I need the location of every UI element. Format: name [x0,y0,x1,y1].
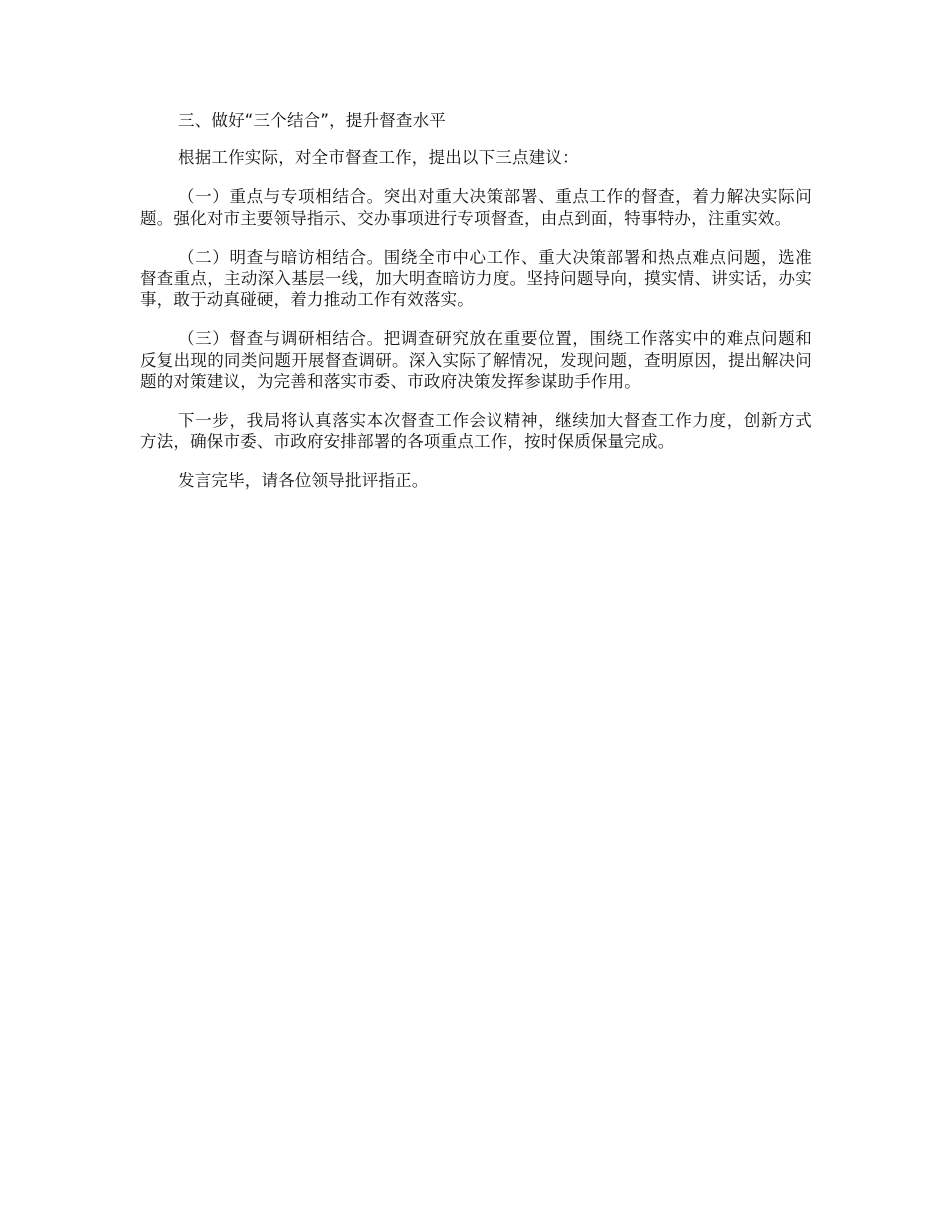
closing-paragraph: 发言完毕，请各位领导批评指正。 [178,471,429,491]
intro-paragraph: 根据工作实际，对全市督查工作，提出以下三点建议： [178,148,579,168]
suggestion-three-paragraph: （三）督查与调研相结合。把调查研究放在重要位置，围绕工作落实中的难点问题和反复出现的同类问题开展督查调研。深入实际了解情况，发现问题，查明原因，提出解决问题的对策建议，为完善和落实市委、市政府决策发挥参谋助手作用。 [140,329,812,391]
suggestion-two-paragraph: （二）明查与暗访相结合。围绕全市中心工作、重大决策部署和热点难点问题，选准督查重点，主动深入基层一线，加大明查暗访力度。坚持问题导向，摸实情、讲实话，办实事，敢于动真碰硬，着力推动工作有效落实。 [140,247,812,310]
document-body [140,110,812,510]
suggestion-one-paragraph: （一）重点与专项相结合。突出对重大决策部署、重点工作的督查，着力解决实际问题。强化对市主要领导指示、交办事项进行专项督查，由点到面，特事特办，注重实效。 [140,187,812,228]
next-steps-paragraph: 下一步，我局将认真落实本次督查工作会议精神，继续加大督查工作力度，创新方式方法，确保市委、市政府安排部署的各项重点工作，按时保质保量完成。 [140,411,812,452]
section-heading: 三、做好“三个结合”，提升督查水平 [178,111,446,130]
